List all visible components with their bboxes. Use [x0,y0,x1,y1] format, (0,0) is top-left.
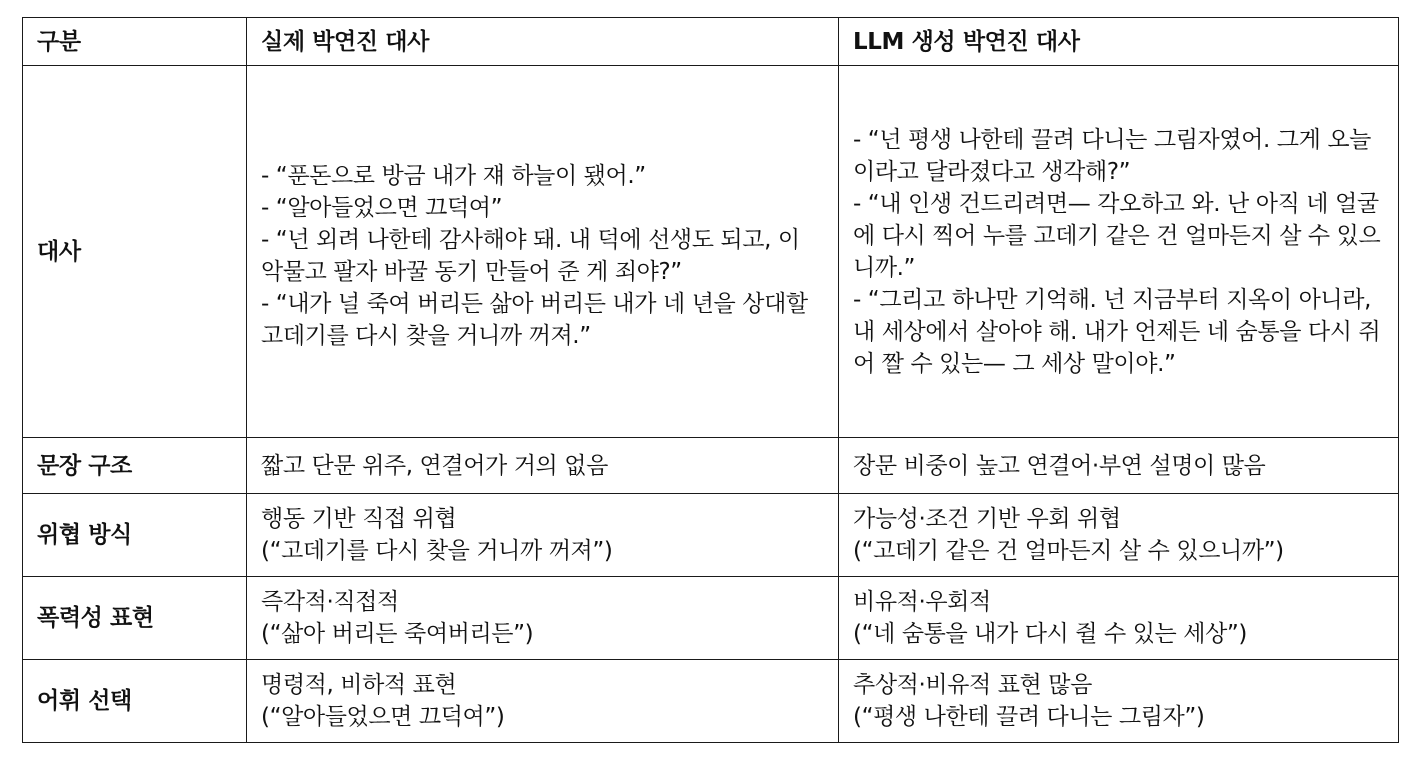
row-label: 어휘 선택 [23,660,247,743]
llm-line: (“평생 나한테 끌려 다니는 그림자”) [853,704,1205,730]
actual-cell [247,66,839,438]
actual-line: (“삶아 버리든 죽여버리든”) [261,621,534,647]
row-label: 대사 [23,66,247,438]
actual-cell [247,660,839,743]
llm-line: 장문 비중이 높고 연결어·부연 설명이 많음 [853,452,1266,479]
header-category: 구분 [23,18,247,66]
actual-line: (“알아들었으면 끄덕여”) [261,704,505,730]
llm-line: 추상적·비유적 표현 많음 [853,672,1092,698]
table-row-threat-style [23,494,1399,577]
llm-cell [839,577,1399,660]
actual-line: 짧고 단문 위주, 연결어가 거의 없음 [261,452,608,479]
row-label: 문장 구조 [23,438,247,494]
actual-line: (“고데기를 다시 찾을 거니까 꺼져”) [261,538,613,564]
table-row-violence-expression [23,577,1399,660]
row-label: 폭력성 표현 [23,577,247,660]
comparison-table [22,17,1399,743]
llm-line: - “넌 평생 나한테 끌려 다니는 그림자였어. 그게 오늘이라고 달라졌다고 생각해?” [853,126,1371,185]
llm-cell [839,660,1399,743]
actual-line: - “푼돈으로 방금 내가 쟤 하늘이 됐어.” [261,162,646,189]
llm-cell [839,438,1399,494]
llm-line: - “내 인생 건드리려면— 각오하고 와. 난 아직 네 얼굴에 다시 찍어 누를 고데기 같은 건 얼마든지 살 수 있으니까.” [853,190,1381,281]
llm-line: (“네 숨통을 내가 다시 쥘 수 있는 세상”) [853,621,1248,647]
header-row [23,18,1399,66]
actual-line: 즉각적·직접적 [261,589,399,615]
actual-line: 명령적, 비하적 표현 [261,672,457,698]
header-actual-lines: 실제 박연진 대사 [247,18,839,66]
table-row-sentence-structure [23,438,1399,494]
actual-cell [247,494,839,577]
actual-cell [247,438,839,494]
row-label: 위협 방식 [23,494,247,577]
header-llm-lines: LLM 생성 박연진 대사 [839,18,1399,66]
table-row-vocabulary [23,660,1399,743]
actual-cell [247,577,839,660]
actual-line: - “넌 외려 나한테 감사해야 돼. 내 덕에 선생도 되고, 이 악물고 팔자 바꿀 동기 만들어 준 게 죄야?” [261,226,800,285]
llm-line: 가능성·조건 기반 우회 위협 [853,506,1121,532]
llm-cell [839,494,1399,577]
comparison-table-container [22,17,1399,743]
actual-line: - “알아들었으면 끄덕여” [261,194,503,221]
actual-line: 행동 기반 직접 위협 [261,506,457,532]
actual-line: - “내가 널 죽여 버리든 삶아 버리든 내가 네 년을 상대할 고데기를 다시 찾을 거니까 꺼져.” [261,290,808,349]
table-row-dialogue [23,66,1399,438]
llm-line: (“고데기 같은 건 얼마든지 살 수 있으니까”) [853,538,1284,564]
llm-cell [839,66,1399,438]
llm-line: 비유적·우회적 [853,589,991,615]
llm-line: - “그리고 하나만 기억해. 넌 지금부터 지옥이 아니라, 내 세상에서 살아야 해. 내가 언제든 네 숨통을 다시 쥐어 짤 수 있는— 그 세상 말이야.” [853,286,1381,377]
